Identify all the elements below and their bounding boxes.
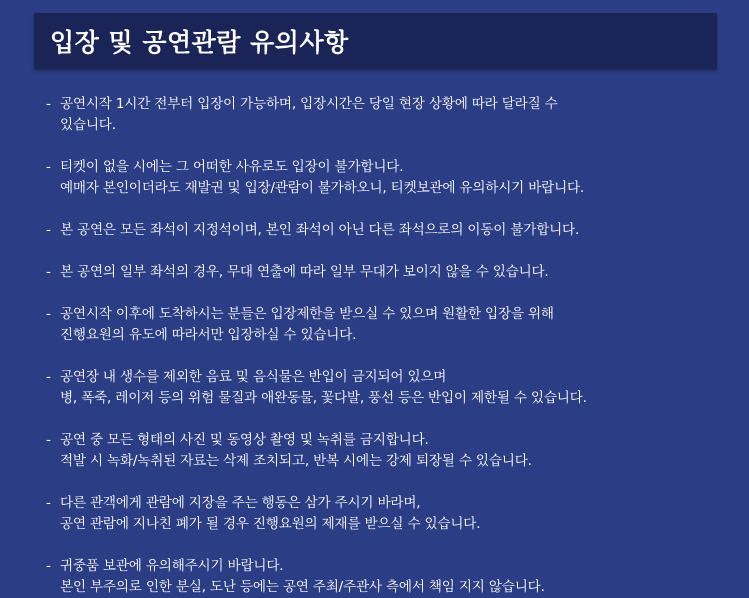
notice-text-line: 공연 중 모든 형태의 사진 및 동영상 촬영 및 녹취를 금지합니다.: [60, 432, 429, 448]
notice-text-line: 본 공연은 모든 좌석이 지정석이며, 본인 좌석이 아닌 다른 좌석으로의 이동이 불가합니다.: [60, 222, 580, 238]
notice-text-line: 공연시작 이후에 도착하시는 분들은 입장제한을 받으실 수 있으며 원활한 입장을 위해: [60, 306, 554, 322]
notice-item: [44, 262, 744, 283]
notice-item: [44, 220, 744, 241]
bullet-dash: -: [46, 369, 51, 385]
bullet-dash: -: [46, 159, 51, 175]
notice-text-line: 다른 관객에게 관람에 지장을 주는 행동은 삼가 주시기 바라며,: [60, 495, 421, 511]
page-title: 입장 및 공연관람 유의사항: [50, 28, 349, 57]
notice-item: [44, 94, 744, 136]
bullet-dash: -: [46, 264, 51, 280]
notice-text-line: 적발 시 녹화/녹취된 자료는 삭제 조치되고, 반복 시에는 강제 퇴장될 수 있습니다.: [60, 453, 532, 469]
notice-item: [44, 157, 744, 199]
notice-text-line: 예매자 본인이더라도 재발권 및 입장/관람이 불가하오니, 티켓보관에 유의하시기 바랍니다.: [60, 180, 585, 196]
notice-item: [44, 367, 744, 409]
notice-text-line: 본인 부주의로 인한 분실, 도난 등에는 공연 주최/주관사 측에서 책임 지지 않습니다.: [60, 579, 545, 595]
title-bar: [34, 13, 717, 69]
notice-text-line: 공연시작 1시간 전부터 입장이 가능하며, 입장시간은 당일 현장 상황에 따라 달라질 수: [60, 96, 558, 112]
notice-text-line: 귀중품 보관에 유의해주시기 바랍니다.: [60, 558, 284, 574]
notice-text-line: 본 공연의 일부 좌석의 경우, 무대 연출에 따라 일부 무대가 보이지 않을 수 있습니다.: [60, 264, 549, 280]
notice-item: [44, 493, 744, 535]
notice-list: [44, 94, 744, 598]
bullet-dash: -: [46, 558, 51, 574]
notice-text-line: 공연 관람에 지나친 폐가 될 경우 진행요원의 제재를 받으실 수 있습니다.: [60, 516, 481, 532]
bullet-dash: -: [46, 432, 51, 448]
notice-text-line: 공연장 내 생수를 제외한 음료 및 음식물은 반입이 금지되어 있으며: [60, 369, 447, 385]
notice-item: [44, 304, 744, 346]
notice-text-line: 있습니다.: [60, 117, 116, 133]
notice-item: [44, 430, 744, 472]
bullet-dash: -: [46, 222, 51, 238]
notice-text-line: 진행요원의 유도에 따라서만 입장하실 수 있습니다.: [60, 327, 357, 343]
notice-item: [44, 556, 744, 598]
bullet-dash: -: [46, 96, 51, 112]
notice-text-line: 병, 폭죽, 레이저 등의 위험 물질과 애완동물, 꽃다발, 풍선 등은 반입이 제한될 수 있습니다.: [60, 390, 587, 406]
bullet-dash: -: [46, 306, 51, 322]
bullet-dash: -: [46, 495, 51, 511]
notice-text-line: 티켓이 없을 시에는 그 어떠한 사유로도 입장이 불가합니다.: [60, 159, 404, 175]
